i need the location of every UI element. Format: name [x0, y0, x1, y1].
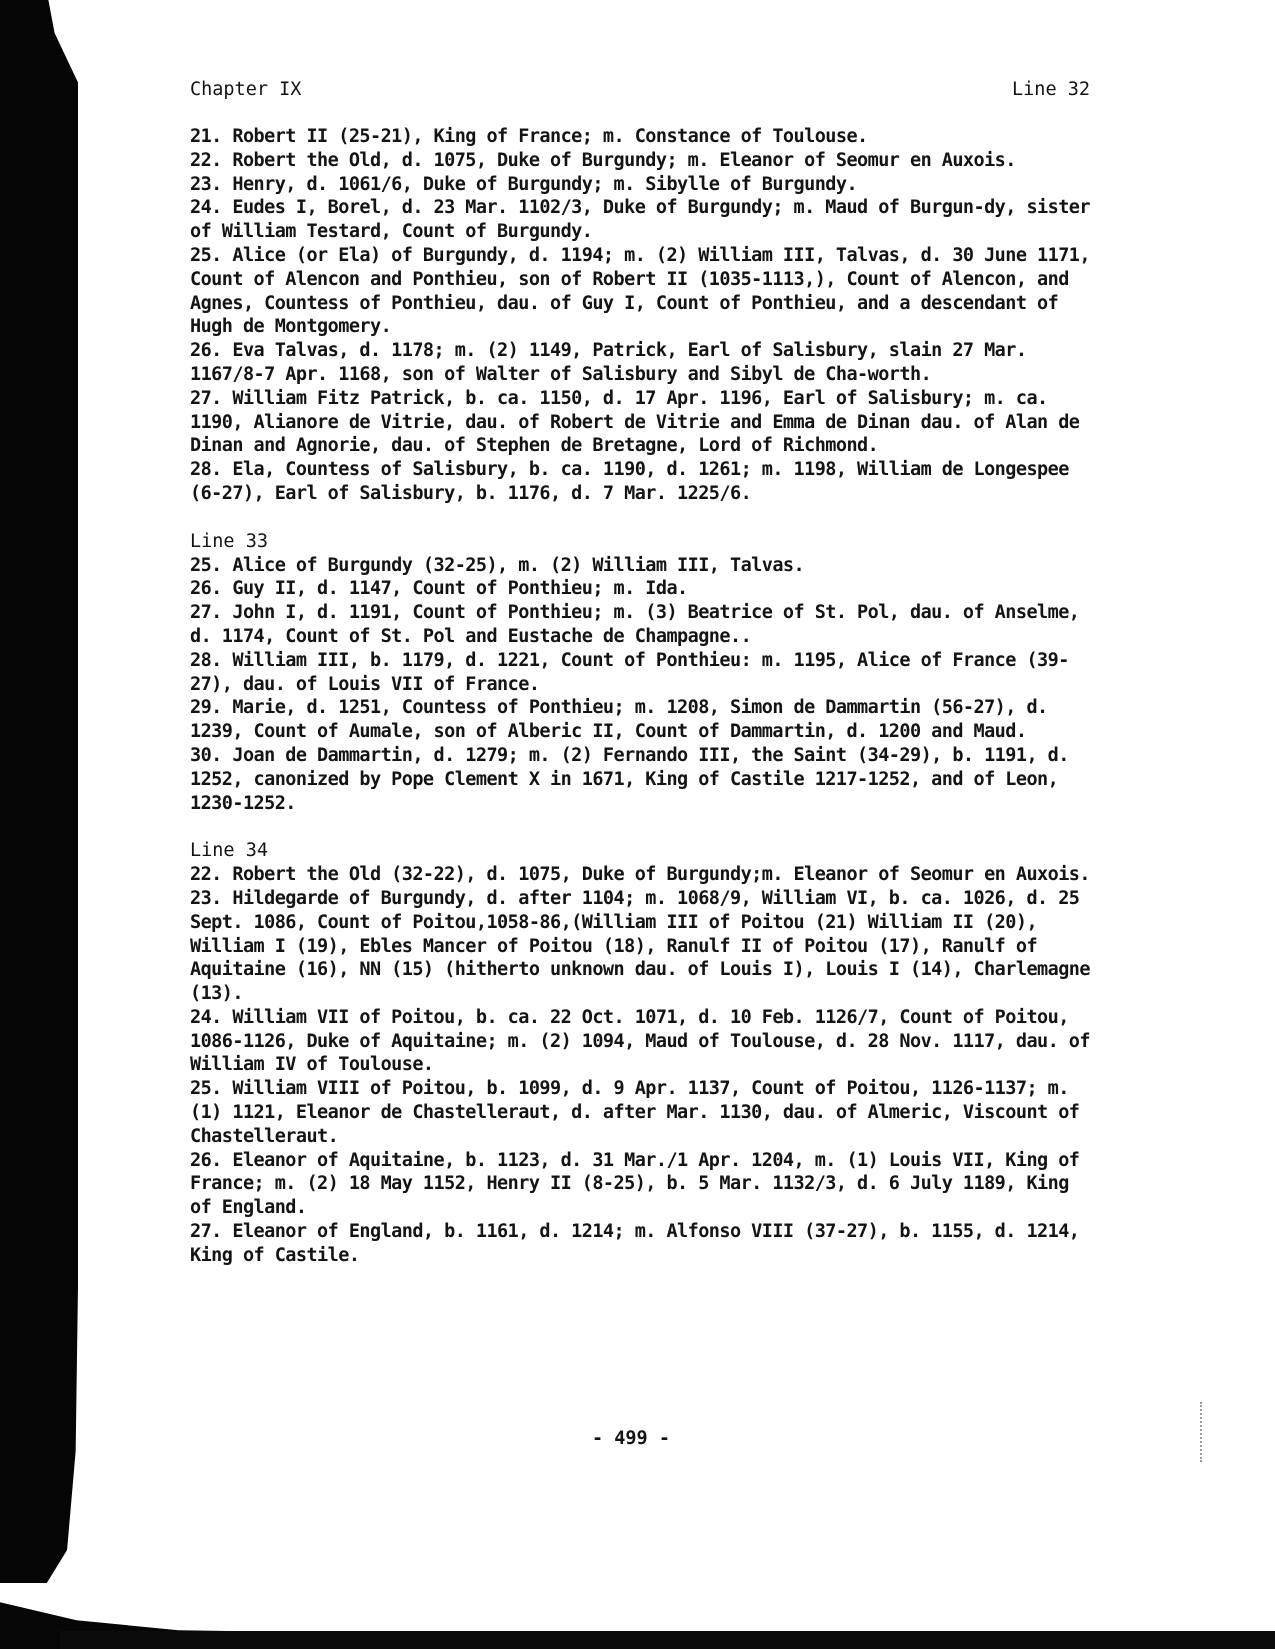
entry-line-33-29: 29. Marie, d. 1251, Countess of Ponthieu; m. 1208, Simon de Dammartin (56-27), d. 1239, Count of Aumale, son of Alberic II, Count of Dammartin, d. 1200 and Maud.	[190, 697, 1059, 743]
entry-line-34-22: 22. Robert the Old (32-22), d. 1075, Duke of Burgundy;m. Eleanor of Seomur en Auxois.	[190, 864, 1090, 886]
page-header	[190, 78, 1090, 102]
entry-line-34-27: 27. Eleanor of England, b. 1161, d. 1214; m. Alfonso VIII (37-27), b. 1155, d. 1214, King of Castile.	[190, 1221, 1090, 1266]
line-32-section	[190, 125, 1101, 506]
section-spacer	[190, 815, 1090, 839]
chapter-label: Chapter IX	[190, 79, 302, 100]
entry-line-33-25: 25. Alice of Burgundy (32-25), m. (2) William III, Talvas.	[190, 554, 805, 576]
entry-line-33-30: 30. Joan de Dammartin, d. 1279; m. (2) Fernando III, the Saint (34-29), b. 1191, d. 1252, canonized by Pope Clement X in 1671, King of Castile 1217-1252, and of Leon, 1230-1252.	[190, 744, 1080, 814]
margin-marks	[1200, 1402, 1204, 1462]
entry-line-33-27: 27. John I, d. 1191, Count of Ponthieu; m. (3) Beatrice of St. Pol, dau. of Anselme, d. 1174, Count of St. Pol and Eustache de Champagne..	[190, 602, 1090, 647]
entry-line-34-25: 25. William VIII of Poitou, b. 1099, d. 9 Apr. 1137, Count of Poitou, 1126-1137; m. (1) 1121, Eleanor de Chastelleraut, d. after Mar. 1130, dau. of Almeric, Viscount of Chastelleraut.	[190, 1078, 1090, 1147]
line-34-title: Line 34	[190, 840, 268, 862]
entry-line-32-25: 25. Alice (or Ela) of Burgundy, d. 1194; m. (2) William III, Talvas, d. 30 June 1171, Count of Alencon and Ponthieu, son of Robert II (1035-1113,), Count of Alencon, and Agnes, Countess of Ponthieu, dau. of Guy I, Count of Ponthieu, and a descendant of Hugh de Montgomery.	[190, 244, 1101, 338]
entry-line-32-23: 23. Henry, d. 1061/6, Duke of Burgundy; m. Sibylle of Burgundy.	[190, 173, 858, 195]
scan-edge-left	[0, 0, 78, 1649]
entry-line-34-23: 23. Hildegarde of Burgundy, d. after 1104; m. 1068/9, William VI, b. ca. 1026, d. 25 Sept. 1086, Count of Poitou,1058-86,(William III of Poitou (21) William II (20), William I (19), Ebles Mancer of Poitou (18), Ranulf II of Poitou (17), Ranulf of Aquitaine (16), NN (15) (hitherto unknown dau. of Louis I), Louis I (14), Charlemagne (13).	[190, 887, 1101, 1005]
page-number: - 499 -	[592, 1428, 670, 1449]
entry-line-33-26: 26. Guy II, d. 1147, Count of Ponthieu; m. Ida.	[190, 578, 688, 600]
scan-edge-bottom-line	[60, 1631, 1275, 1649]
entry-line-32-21: 21. Robert II (25-21), King of France; m. Constance of Toulouse.	[190, 126, 868, 147]
entry-line-34-24: 24. William VII of Poitou, b. ca. 22 Oct. 1071, d. 10 Feb. 1126/7, Count of Poitou, 1086-1126, Duke of Aquitaine; m. (2) 1094, Maud of Toulouse, d. 28 Nov. 1117, dau. of William IV of Toulouse.	[190, 1006, 1101, 1076]
entry-line-32-27: 27. William Fitz Patrick, b. ca. 1150, d. 17 Apr. 1196, Earl of Salisbury; m. ca. 1190, Alianore de Vitrie, dau. of Robert de Vitrie and Emma de Dinan dau. of Alan de Dinan and Agnorie, dau. of Stephen de Bretagne, Lord of Richmond.	[190, 387, 1090, 457]
line-33-title: Line 33	[190, 530, 268, 552]
document-page	[190, 78, 1101, 1268]
entry-line-32-24: 24. Eudes I, Borel, d. 23 Mar. 1102/3, Duke of Burgundy; m. Maud of Burgun-dy, sister of William Testard, Count of Burgundy.	[190, 197, 1101, 243]
line-33-section	[190, 530, 1090, 816]
entry-line-32-28: 28. Ela, Countess of Salisbury, b. ca. 1190, d. 1261; m. 1198, William de Longespee (6-27), Earl of Salisbury, b. 1176, d. 7 Mar. 1225/6.	[190, 459, 1080, 504]
entry-line-32-26: 26. Eva Talvas, d. 1178; m. (2) 1149, Patrick, Earl of Salisbury, slain 27 Mar. 1167/8-7 Apr. 1168, son of Walter of Salisbury and Sibyl de Cha-worth.	[190, 340, 1038, 385]
entry-line-32-22: 22. Robert the Old, d. 1075, Duke of Burgundy; m. Eleanor of Seomur en Auxois.	[190, 149, 1016, 171]
section-spacer	[190, 506, 1090, 530]
line-34-section	[190, 839, 1101, 1267]
entry-line-34-26: 26. Eleanor of Aquitaine, b. 1123, d. 31 Mar./1 Apr. 1204, m. (1) Louis VII, King of France; m. (2) 18 May 1152, Henry II (8-25), b. 5 Mar. 1132/3, d. 6 July 1189, King of England.	[190, 1149, 1090, 1219]
entry-line-33-28: 28. William III, b. 1179, d. 1221, Count of Ponthieu: m. 1195, Alice of France (39-27), dau. of Louis VII of France.	[190, 649, 1069, 695]
line-label: Line 32	[1012, 79, 1090, 100]
